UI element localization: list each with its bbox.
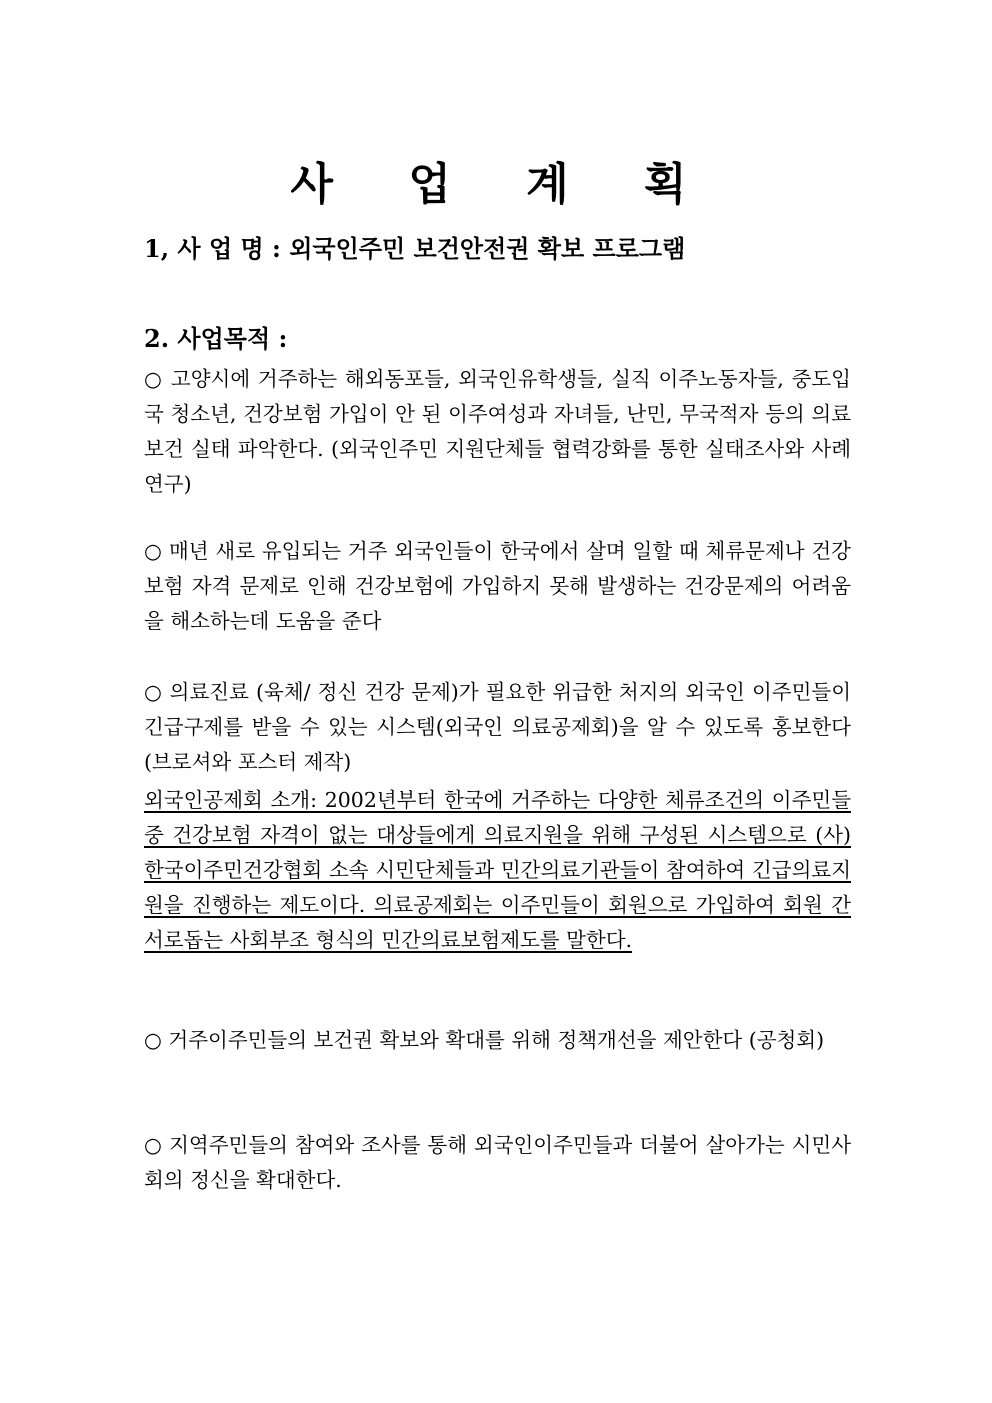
mutual-aid-note [144,783,851,958]
purpose-item-1: ○ 고양시에 거주하는 해외동포들, 외국인유학생들, 실직 이주노동자들, 중도입국 청소년, 건강보험 가입이 안 된 이주여성과 자녀들, 난민, 무국적자 등의 의료보건 실태 파악한다. (외국인주민 지원단체들 협력강화를 통한 실태조사와 사례연구) [144,367,851,496]
section-2-heading: 2. 사업목적 : [144,324,288,353]
purpose-item-4: ○ 거주이주민들의 보건권 확보와 확대를 위해 정책개선을 제안한다 (공청회) [144,1028,825,1052]
purpose-item-5: ○ 지역주민들의 참여와 조사를 통해 외국인이주민들과 더불어 살아가는 시민사회의 정신을 확대한다. [144,1133,851,1192]
purpose-item-3: ○ 의료진료 (육체/ 정신 건강 문제)가 필요한 위급한 처지의 외국인 이주민들이 긴급구제를 받을 수 있는 시스템(외국인 의료공제회)을 알 수 있도록 홍보한다 (브로셔와 포스터 제작) [144,680,851,774]
page-title: 사 업 계 획 [290,159,717,210]
purpose-item-2: ○ 매년 새로 유입되는 거주 외국인들이 한국에서 살며 일할 때 체류문제나 건강보험 자격 문제로 인해 건강보험에 가입하지 못해 발생하는 건강문제의 어려움을 해소하는데 도움을 준다 [144,539,851,633]
section-1-heading: 1, 사 업 명 : 외국인주민 보건안전권 확보 프로그램 [144,234,686,263]
mutual-aid-note-text: 외국인공제회 소개: 2002년부터 한국에 거주하는 다양한 체류조건의 이주민들 중 건강보험 자격이 없는 대상들에게 의료지원을 위해 구성된 시스템으로 (사)한국이주민건강협회 소속 시민단체들과 민간의료기관들이 참여하여 긴급의료지원을 진행하는 제도이다. 의료공제회는 이주민들이 회원으로 가입하여 회원 간 서로돕는 사회부조 형식의 민간의료보험제도를 말한다. [144,788,851,952]
